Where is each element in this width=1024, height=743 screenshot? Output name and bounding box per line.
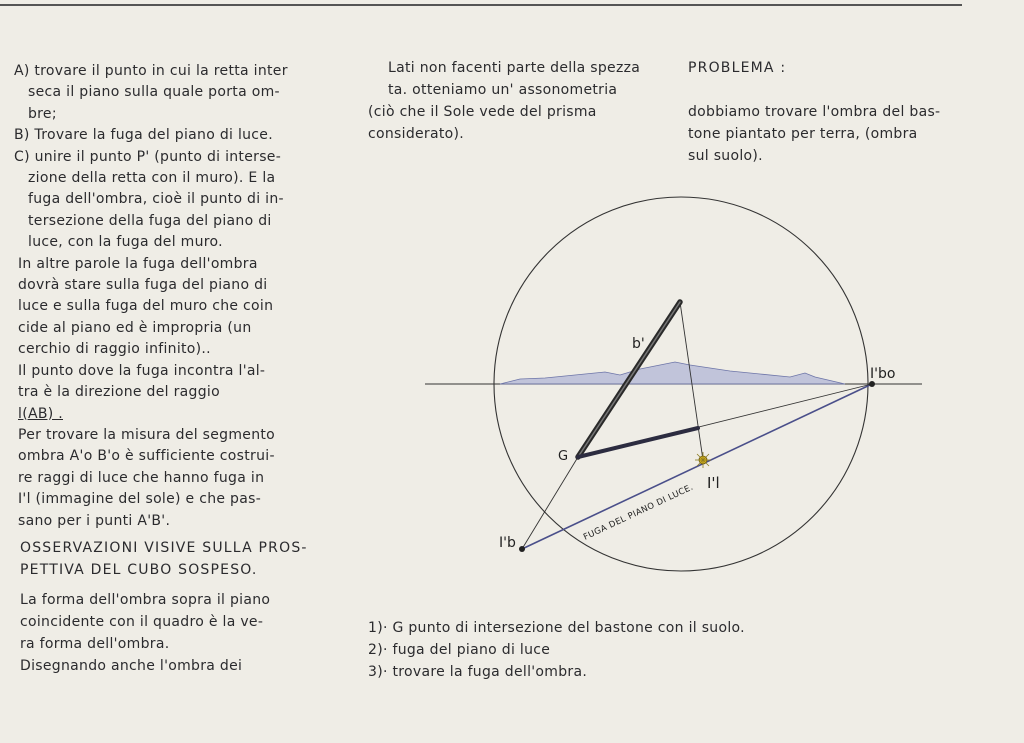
left-line: zione della retta con il muro). E la [28,170,276,187]
left-line: seca il piano sulla quale porta om- [28,84,280,101]
label-ib: I'b [499,535,516,551]
observation-line: Disegnando anche l'ombra dei [20,658,243,674]
left-line: luce e sulla fuga del muro che coin [18,298,274,315]
label-b: b' [632,336,645,352]
observations-title: PETTIVA DEL CUBO SOSPESO. [20,562,258,578]
left-line: cide al piano ed è impropria (un [18,319,252,336]
step-item: 3)· trovare la fuga dell'ombra. [368,664,588,680]
left-line: tersezione della fuga del piano di [28,212,272,229]
left-line: Il punto dove la fuga incontra l'al- [18,362,266,379]
step-item: 1)· G punto di intersezione del bastone con il suolo. [368,620,745,636]
middle-line: Lati non facenti parte della spezza [388,60,641,76]
right-line: dobbiamo trovare l'ombra del bas- [688,104,941,120]
left-line: ombra A'o B'o è sufficiente costrui- [18,448,275,465]
left-line: Per trovare la misura del segmento [18,426,276,443]
mountain-silhouette [500,362,845,384]
middle-line: (ciò che il Sole vede del prisma [368,104,597,120]
left-line: I'l (immagine del sole) e che pas- [18,491,262,508]
observation-line: coincidente con il quadro è la ve- [20,614,264,630]
left-line: In altre parole la fuga dell'ombra [18,255,258,272]
right-line: sul suolo). [688,148,763,164]
right-line: tone piantato per terra, (ombra [688,126,918,142]
left-line: fuga dell'ombra, cioè il punto di in- [28,191,284,208]
left-line: l(AB) . [18,405,63,422]
light-plane-fuga-line [522,384,872,549]
observations-title: OSSERVAZIONI VISIVE SULLA PROS- [20,540,308,556]
steps-list [368,617,788,683]
middle-line: ta. otteniamo un' assonometria [388,82,618,98]
middle-line: considerato). [368,126,465,142]
ib-point [519,546,525,552]
left-line: cerchio di raggio infinito).. [18,341,211,358]
problem-title: PROBLEMA : [688,60,787,76]
observation-line: La forma dell'ombra sopra il piano [20,592,271,608]
left-line: re raggi di luce che hanno fuga in [18,469,265,486]
label-g: G [558,449,569,464]
fuga-label: FUGA DEL PIANO DI LUCE. [582,482,696,543]
left-line: dovrà stare sulla fuga del piano di [18,277,268,294]
left-line: luce, con la fuga del muro. [28,234,223,251]
left-line: tra è la direzione del raggio [18,384,220,401]
left-line: C) unire il punto P' (punto di interse- [14,148,282,165]
left-line: bre; [28,105,57,122]
observation-line: ra forma dell'ombra. [20,636,170,652]
left-line: sano per i punti A'B'. [18,512,171,529]
sun-rays-icon [695,452,711,468]
label-ibo: I'bo [870,366,896,382]
label-il: I'l [707,474,720,492]
left-line: B) Trovare la fuga del piano di luce. [14,127,273,144]
left-line: A) trovare il punto in cui la retta inter [14,63,288,79]
step-item: 2)· fuga del piano di luce [368,642,551,658]
